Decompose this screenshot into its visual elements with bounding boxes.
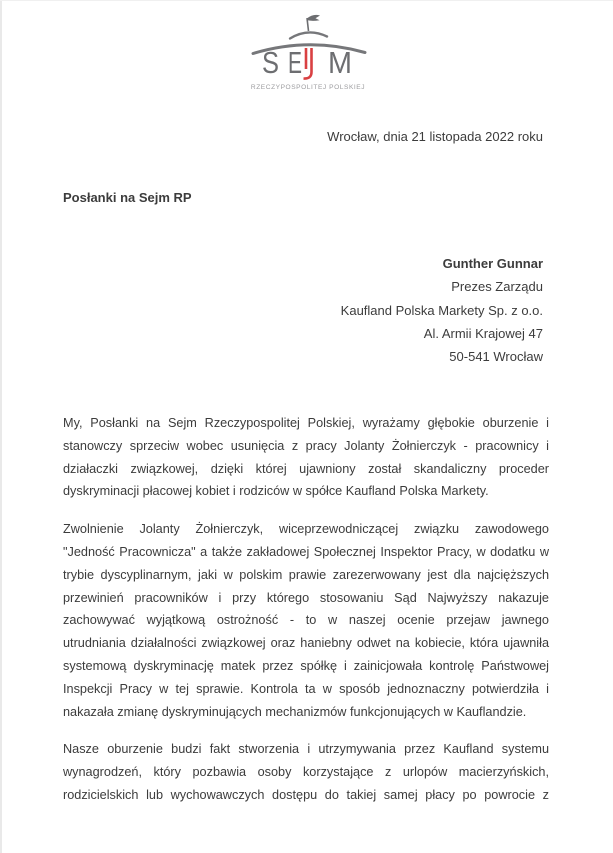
recipient-street: Al. Armii Krajowej 47 [423,325,543,341]
recipient-city: 50-541 Wrocław [449,349,543,365]
letter-body [63,412,549,807]
logo-letter-j-icon [304,48,312,79]
sejm-logo [224,10,394,102]
text-line: stanowczy sprzeciw wobec usunięcia z pracy Jolanty Żołnierczyk - pracownicy i [63,438,549,453]
page-left-edge [0,0,2,853]
paragraph-1 [63,412,549,503]
text-line: Zwolnienie Jolanty Żołnierczyk, wiceprzewodniczącej związku zawodowego [63,522,549,537]
text-line: zachowywać wyjątkową ostrożność - to w naszej ocenie przejaw jawnego [63,613,549,628]
text-line: nakazała zmianę dyskryminujących mechanizmów funkcjonujących w Kauflandzie. [63,704,527,719]
text-line: wynagrodzeń, który pozbawia osoby korzystające z urlopów macierzyńskich, [63,765,549,780]
text-line: trybie dyscyplinarnym, jaki w polskim prawie zarezerwowany jest dla najcięższych [63,567,549,582]
paragraph-3 [63,738,549,806]
text-line: przewinień pracowników i przy którego stosowaniu Sąd Najwyższy nakazuje [63,590,549,605]
text-line: utrudniania działalności związkowej oraz haniebny odwet na kobiecie, która ujawniła [63,636,549,651]
sejm-logo-graphic [224,10,394,102]
text-line: działaczki związkowej, dzięki której ujawniony został skandaliczny proceder [63,461,549,476]
recipient-role: Prezes Zarządu [451,279,543,295]
text-line: rodzicielskich lub wychowawczych dostępu do takiej samej płacy po powrocie z [63,787,549,802]
page-top-edge [0,0,613,1]
dome-cap-arc [290,32,327,38]
recipient-company: Kaufland Polska Markety Sp. z o.o. [340,302,543,318]
sender-title: Posłanki na Sejm RP [63,190,192,205]
text-line: My, Posłanki na Sejm Rzeczypospolitej Polskiej, wyrażamy głębokie oburzenie i [63,416,549,430]
text-line: dyskryminacji płacowej kobiet i rodziców w spółce Kaufland Polska Markety. [63,484,489,499]
logo-letter-s: S [262,45,279,80]
dateline: Wrocław, dnia 21 listopada 2022 roku [327,129,543,144]
text-line: Nasze oburzenie budzi fakt stworzenia i utrzymywania przez Kaufland systemu [63,742,549,757]
text-line: "Jedność Pracownicza" a także zakładowej Społecznej Inspektor Pracy, w dodatku w [63,544,549,559]
flag-icon [307,15,320,31]
logo-letter-m: M [328,45,352,80]
logo-subtitle: RZECZYPOSPOLITEJ POLSKIEJ [250,84,366,91]
recipient-name: Gunther Gunnar [442,256,543,271]
text-line: Inspekcji Pracy w tej sprawie. Kontrola ta w sposób jednoznaczny potwierdziła i [63,681,549,696]
text-line: systemową dyskryminację matek przez spółkę i zainicjowała kontrolę Państwowej [63,658,549,673]
recipient-block [63,252,543,368]
logo-letter-e: E [288,45,302,80]
paragraph-2 [63,518,549,723]
